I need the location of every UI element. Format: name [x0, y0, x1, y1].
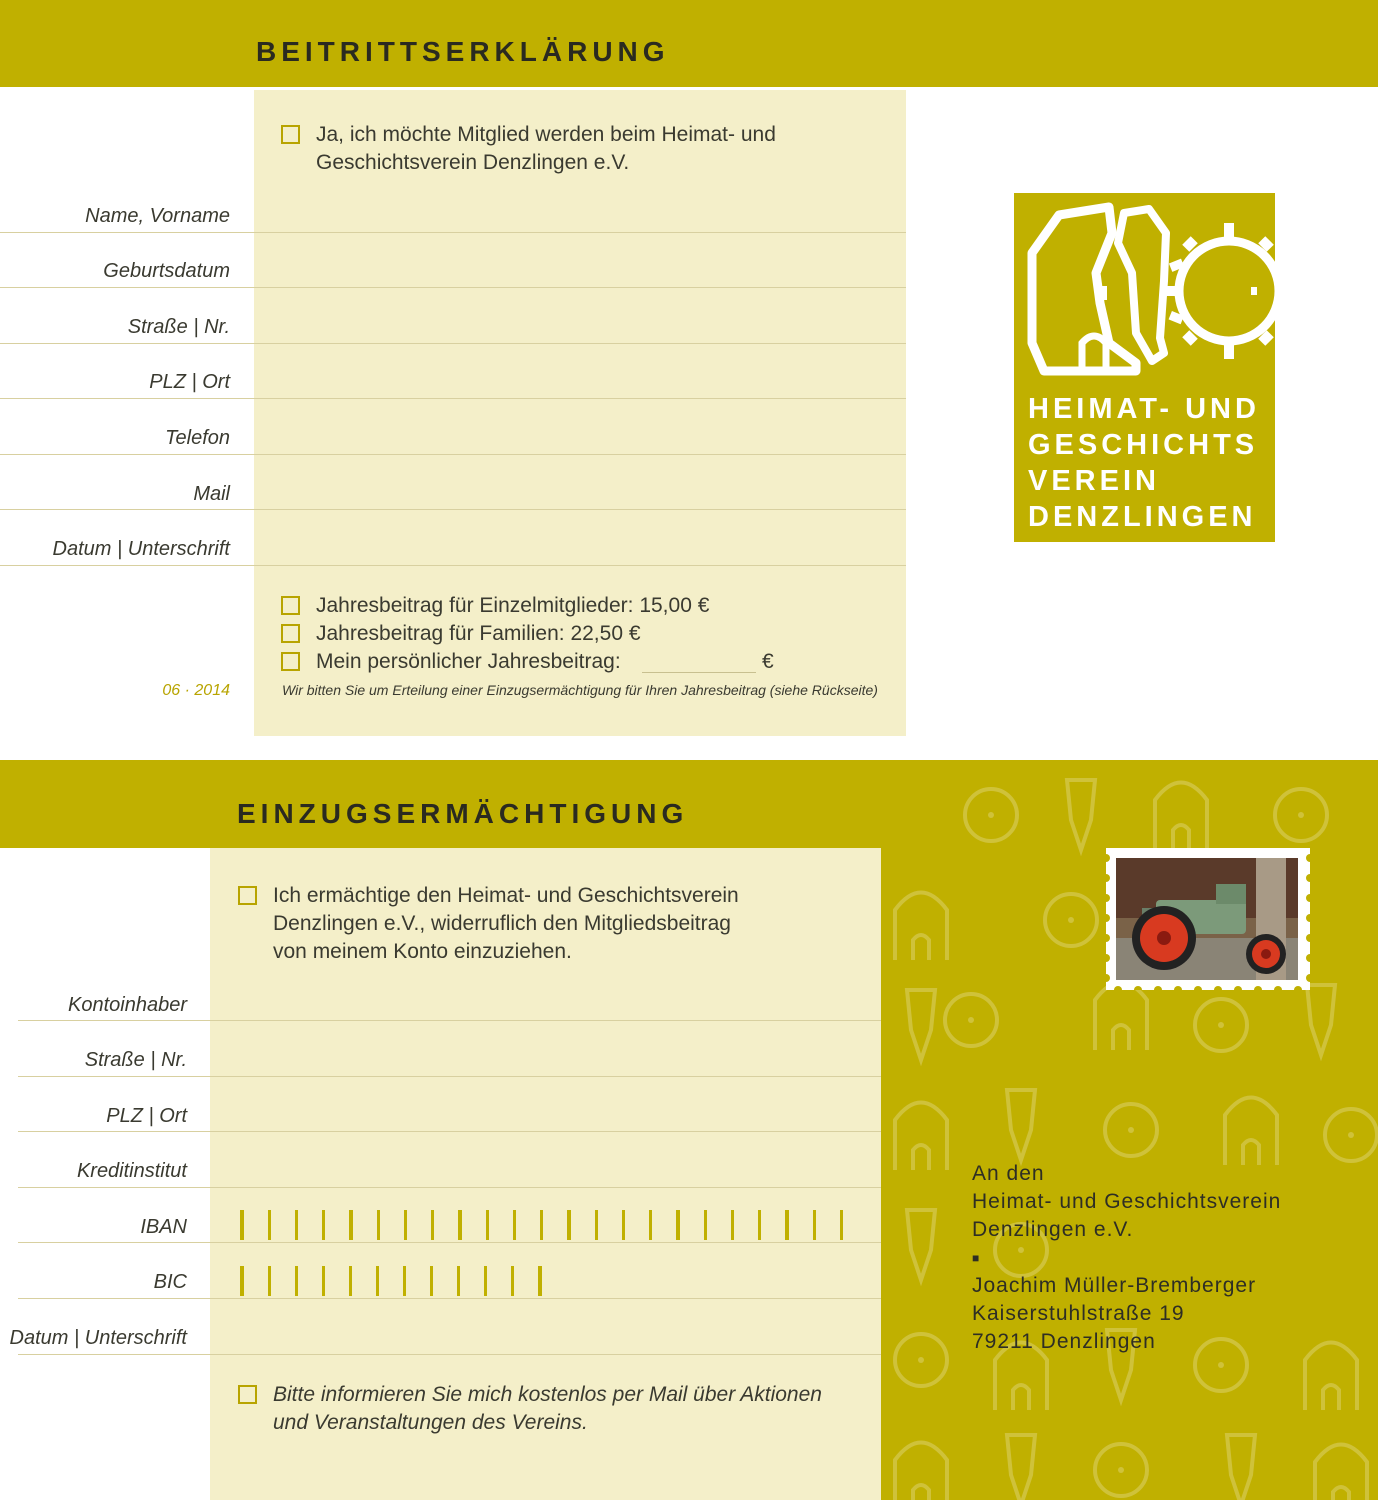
- label-mail: Mail: [193, 483, 230, 505]
- field-divider: [0, 232, 906, 233]
- field-divider: [0, 509, 906, 510]
- bic-cell: [268, 1266, 271, 1296]
- newsletter-checkbox-row: [238, 1381, 822, 1437]
- authorize-checkbox-row: [238, 882, 739, 966]
- bic-cell: [376, 1266, 379, 1296]
- postage-stamp: [1106, 848, 1310, 990]
- iban-cell: [622, 1210, 625, 1240]
- field-divider: [18, 1020, 881, 1021]
- iban-cell: [458, 1210, 462, 1240]
- bic-cell: [538, 1266, 542, 1296]
- bic-cell: [240, 1266, 244, 1296]
- fee-custom-currency: €: [762, 650, 774, 673]
- label-iban: IBAN: [140, 1216, 187, 1238]
- field-divider: [18, 1076, 881, 1077]
- fee-family-checkbox[interactable]: [281, 624, 300, 643]
- debit-date-signature-input[interactable]: [212, 1314, 879, 1354]
- iban-cell: [731, 1210, 734, 1240]
- zip-city-input[interactable]: [256, 358, 904, 398]
- debit-note: Wir bitten Sie um Erteilung einer Einzugsermächtigung für Ihren Jahresbeitrag (siehe Rückseite): [282, 682, 878, 698]
- label-bank: Kreditinstitut: [76, 1160, 187, 1182]
- field-divider: [0, 565, 906, 566]
- bic-cell: [403, 1266, 406, 1296]
- street-input[interactable]: [256, 303, 904, 343]
- tractor-stamp-icon: [1106, 848, 1310, 990]
- label-birthdate: Geburtsdatum: [103, 260, 230, 282]
- join-checkbox[interactable]: [281, 125, 300, 144]
- iban-cell: [540, 1210, 543, 1240]
- field-divider: [0, 398, 906, 399]
- account-holder-input[interactable]: [212, 981, 879, 1021]
- newsletter-text: Bitte informieren Sie mich kostenlos per Mail über Aktionen und Veranstaltungen des Vereins.: [273, 1383, 822, 1434]
- membership-title: BEITRITTSERKLÄRUNG: [256, 36, 670, 67]
- logo-wordmark: HEIMAT- UND GESCHICHTS VEREIN DENZLINGEN: [1028, 393, 1260, 533]
- join-text: Ja, ich möchte Mitglied werden beim Heimat- und Geschichtsverein Denzlingen e.V.: [316, 123, 776, 174]
- authorize-checkbox[interactable]: [238, 886, 257, 905]
- label-street: Straße | Nr.: [127, 316, 230, 338]
- join-checkbox-row: [281, 121, 776, 177]
- iban-cell: [567, 1210, 571, 1240]
- iban-cell: [813, 1210, 816, 1240]
- phone-input[interactable]: [256, 414, 904, 454]
- bic-cell: [349, 1266, 352, 1296]
- date-signature-input[interactable]: [256, 525, 904, 565]
- membership-header-banner: [0, 0, 1378, 87]
- birthdate-input[interactable]: [256, 247, 904, 287]
- field-divider: [18, 1242, 881, 1243]
- iban-cell: [431, 1210, 434, 1240]
- bic-cell: [457, 1266, 460, 1296]
- iban-cell: [486, 1210, 489, 1240]
- fee-custom-row: [281, 648, 621, 676]
- mail-input[interactable]: [256, 470, 904, 510]
- fee-family-label: Jahresbeitrag für Familien: 22,50 €: [316, 622, 641, 645]
- field-divider: [18, 1187, 881, 1188]
- address-separator: ■: [972, 1251, 981, 1265]
- label-phone: Telefon: [165, 427, 230, 449]
- bic-cell: [511, 1266, 514, 1296]
- iban-cell: [268, 1210, 271, 1240]
- bic-cell: [430, 1266, 433, 1296]
- fee-custom-checkbox[interactable]: [281, 652, 300, 671]
- iban-cell: [595, 1210, 598, 1240]
- iban-cell: [349, 1210, 353, 1240]
- label-account-holder: Kontoinhaber: [68, 994, 187, 1016]
- fee-single-checkbox[interactable]: [281, 596, 300, 615]
- iban-cell: [377, 1210, 380, 1240]
- field-divider: [18, 1298, 881, 1299]
- debit-title: EINZUGSERMÄCHTIGUNG: [237, 798, 689, 829]
- iban-cell: [240, 1210, 244, 1240]
- label-zip-city: PLZ | Ort: [149, 371, 230, 393]
- recipient-address: An den Heimat- und Geschichtsverein Denzlingen e.V. ■ Joachim Müller-Bremberger Kaiserstuhlstraße 19 79211 Denzlingen: [972, 1162, 1282, 1353]
- form-date-code: 06 · 2014: [162, 682, 230, 699]
- bic-cell: [295, 1266, 298, 1296]
- iban-cell: [676, 1210, 680, 1240]
- iban-cell: [758, 1210, 761, 1240]
- authorize-text: Ich ermächtige den Heimat- und Geschichtsverein Denzlingen e.V., widerruflich den Mitgliedsbeitrag von meinem Konto einzuziehen.: [273, 884, 739, 963]
- bic-input[interactable]: [240, 1266, 542, 1296]
- field-divider: [18, 1354, 881, 1355]
- iban-cell: [513, 1210, 516, 1240]
- field-divider: [0, 287, 906, 288]
- fee-single-row: [281, 592, 709, 620]
- bic-cell: [322, 1266, 325, 1296]
- label-date-signature: Datum | Unterschrift: [52, 538, 230, 560]
- iban-cell: [840, 1210, 843, 1240]
- label-debit-street: Straße | Nr.: [84, 1049, 187, 1071]
- club-logo: [1014, 193, 1275, 542]
- field-divider: [18, 1131, 881, 1132]
- iban-cell: [295, 1210, 298, 1240]
- debit-zip-city-input[interactable]: [212, 1092, 879, 1132]
- fee-custom-label: Mein persönlicher Jahresbeitrag:: [316, 650, 621, 673]
- fee-single-label: Jahresbeitrag für Einzelmitglieder: 15,00 €: [316, 594, 710, 617]
- field-divider: [0, 454, 906, 455]
- bank-input[interactable]: [212, 1147, 879, 1187]
- iban-input[interactable]: [240, 1210, 843, 1240]
- bic-cell: [484, 1266, 487, 1296]
- debit-street-input[interactable]: [212, 1036, 879, 1076]
- label-debit-date-signature: Datum | Unterschrift: [9, 1327, 187, 1349]
- newsletter-checkbox[interactable]: [238, 1385, 257, 1404]
- iban-cell: [785, 1210, 789, 1240]
- label-bic: BIC: [153, 1271, 187, 1293]
- custom-amount-input[interactable]: [642, 672, 756, 673]
- iban-cell: [404, 1210, 407, 1240]
- iban-cell: [649, 1210, 652, 1240]
- name-input[interactable]: [256, 192, 904, 232]
- fee-family-row: [281, 620, 641, 648]
- iban-cell: [704, 1210, 707, 1240]
- iban-cell: [322, 1210, 325, 1240]
- label-debit-zip-city: PLZ | Ort: [106, 1105, 187, 1127]
- label-name: Name, Vorname: [85, 205, 230, 227]
- field-divider: [0, 343, 906, 344]
- logo-emblem-icon: [1014, 193, 1275, 388]
